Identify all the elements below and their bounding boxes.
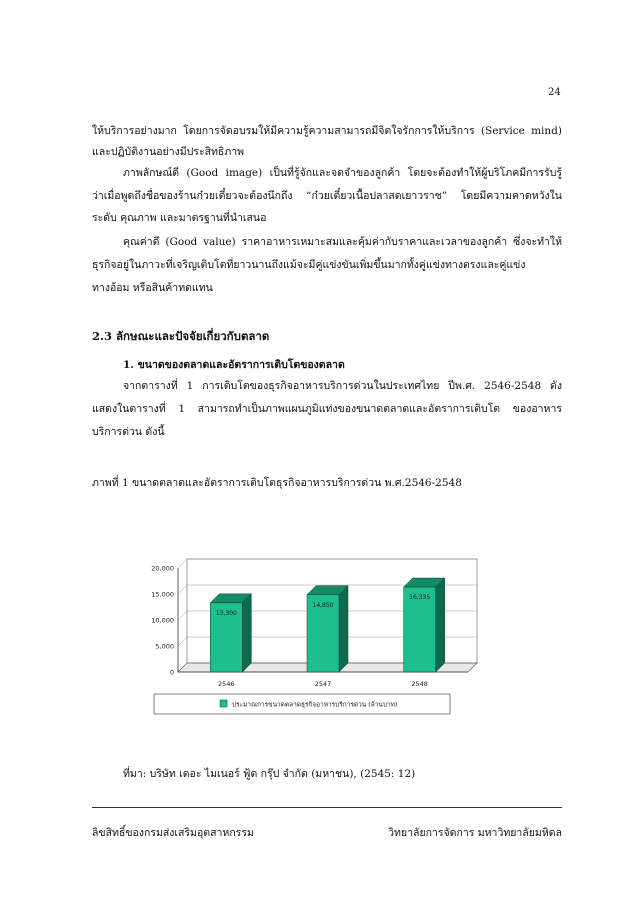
bar-side bbox=[339, 586, 348, 672]
bar-side bbox=[436, 578, 445, 672]
y-tick-label: 15,000 bbox=[151, 590, 174, 599]
bar-side bbox=[242, 594, 251, 672]
paragraph-image-line-2: ว่าเมื่อพูดถึงชื่อของร้านก๋วยเตี๋ยวจะต้องนึกถึง “ก๋วยเตี๋ยวเนื้อปลาสดเยาวราช” โดยมีความคาดหวังใน bbox=[92, 190, 562, 202]
subheading: 1. ขนาดของตลาดและอัตราการเติบโตของตลาด bbox=[123, 359, 345, 371]
paragraph-image-line-1: ภาพลักษณ์ดี (Good image) เป็นที่รู้จักและจดจำของลูกค้า โดยจะต้องทำให้ผู้บริโภคมีการรับรู้ bbox=[123, 167, 562, 179]
gridline-diagonal bbox=[178, 611, 187, 620]
figure-caption: ภาพที่ 1 ขนาดตลาดและอัตราการเติบโตธุรกิจอาหารบริการด่วน พ.ศ.2546-2548 bbox=[92, 477, 462, 489]
x-tick-label: 2546 bbox=[218, 680, 235, 688]
market-size-bar-chart bbox=[140, 548, 480, 723]
legend-label: ประมาณการขนาดตลาดธุรกิจอาหารบริการด่วน (ล้านบาท) bbox=[232, 700, 398, 709]
source-note: ที่มา: บริษัท เดอะ ไมเนอร์ ฟู้ด กรุ๊ป จำกัด (มหาชน), (2545: 12) bbox=[123, 768, 416, 780]
legend-swatch bbox=[220, 700, 227, 707]
paragraph-value-line-1: คุณค่าดี (Good value) ราคาอาหารเหมาะสมและคุ้มค่ากับราคาและเวลาของลูกค้า ซึ่งจะทำให้ bbox=[123, 236, 562, 248]
x-tick-label: 2547 bbox=[314, 680, 332, 688]
footer-rule bbox=[92, 807, 562, 808]
bar-value-label: 16,335 bbox=[409, 594, 431, 602]
gridline-diagonal bbox=[178, 585, 187, 594]
x-tick-label: 2548 bbox=[411, 680, 428, 688]
paragraph-market-line-3: บริการด่วน ดังนี้ bbox=[92, 426, 165, 438]
paragraph-value-line-2: ธุรกิจอยู่ในภาวะที่เจริญเติบโตที่ยาวนานถึงแม้จะมีคู่แข่งขันเพิ่มขึ้นมากทั้งคู่แข่งทางตรงและคู่แข่ง bbox=[92, 259, 526, 271]
gridline-diagonal bbox=[178, 637, 187, 646]
bar-value-label: 13,300 bbox=[215, 609, 237, 617]
bar-value-label: 14,850 bbox=[312, 601, 334, 609]
paragraph-service-line-1: ให้บริการอย่างมาก โดยการจัดอบรมให้มีความรู้ความสามารถมีจิตใจรักการให้บริการ (Service mind) bbox=[92, 125, 562, 137]
y-tick-label: 5,000 bbox=[155, 642, 174, 651]
footer-right: วิทยาลัยการจัดการ มหาวิทยาลัยมหิดล bbox=[388, 827, 562, 839]
paragraph-value-line-3: ทางอ้อม หรือสินค้าทดแทน bbox=[92, 282, 213, 294]
y-tick-label: 20,000 bbox=[151, 564, 174, 573]
y-tick-label: 0 bbox=[169, 668, 174, 677]
paragraph-service-line-2: และปฏิบัติงานอย่างมีประสิทธิภาพ bbox=[92, 146, 245, 158]
y-tick-label: 10,000 bbox=[151, 616, 174, 625]
paragraph-market-line-1: จากตารางที่ 1 การเติบโตของธุรกิจอาหารบริการด่วนในประเทศไทย ปีพ.ศ. 2546-2548 ดัง bbox=[123, 380, 562, 392]
paragraph-market-line-2: แสดงในตารางที่ 1 สามารถทำเป็นภาพแผนภูมิแท่งของขนาดตลาดและอัตราการเติบโต ของอาหาร bbox=[92, 403, 562, 415]
section-heading: 2.3 ลักษณะและปัจจัยเกี่ยวกับตลาด bbox=[92, 329, 270, 343]
paragraph-image-line-3: ระดับ คุณภาพ และมาตรฐานที่นำเสนอ bbox=[92, 212, 267, 224]
gridline-diagonal bbox=[178, 559, 187, 568]
page-number: 24 bbox=[548, 87, 561, 98]
footer-left: ลิขสิทธิ์ของกรมส่งเสริมอุตสาหกรรม bbox=[92, 827, 254, 839]
